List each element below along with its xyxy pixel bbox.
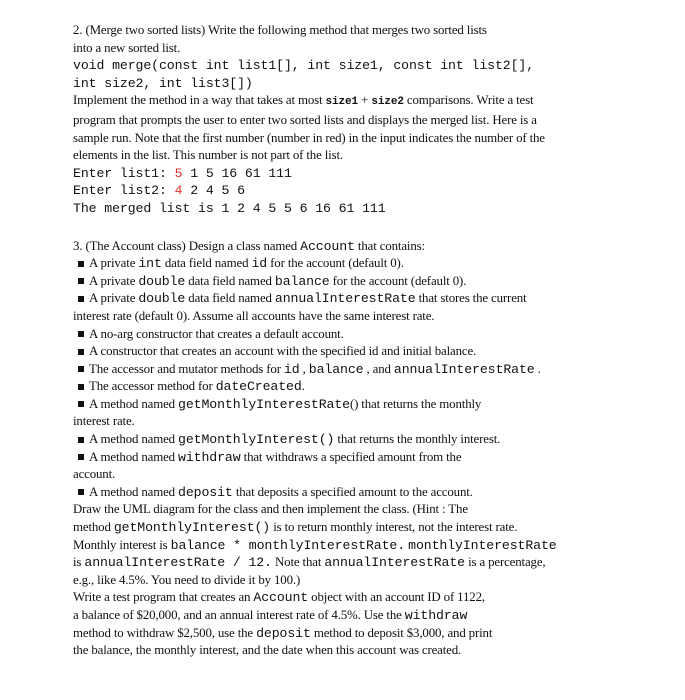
method-signature-line1: void merge(const int list1[], int size1, const int list2[], <box>73 58 535 74</box>
bullet-deposit: A method named deposit that deposits a specified amount to the account. <box>73 484 665 502</box>
bullet-marker <box>78 278 84 284</box>
bullet-id-field: A private int data field named id for the account (default 0). <box>73 255 665 273</box>
document-page <box>73 22 665 660</box>
bullet-withdraw-cont: account. <box>73 467 116 482</box>
problem2-heading: 2. (Merge two sorted lists) Write the following method that merges two sorted lists <box>73 23 487 37</box>
sample-run-line2: Enter list2: 4 2 4 5 6 <box>73 183 245 199</box>
sample-run-line1: Enter list1: 5 1 5 16 61 111 <box>73 165 292 181</box>
bullet-date-created: The accessor method for dateCreated. <box>73 378 665 396</box>
bullet-no-arg-constructor: A no-arg constructor that creates a default account. <box>73 326 665 344</box>
bullet-marker <box>78 331 84 337</box>
bullet-marker <box>78 366 84 372</box>
list2-count: 4 <box>174 183 183 199</box>
problem3-heading: 3. (The Account class) Design a class named Account that contains: <box>73 238 425 254</box>
bullet-marker <box>78 437 84 443</box>
bullet-monthly-interest-rate: A method named getMonthlyInterestRate() that returns the monthly <box>73 396 665 414</box>
bullet-accessors-mutators: The accessor and mutator methods for id , balance , and annualInterestRate . <box>73 361 665 379</box>
instruction-line9: the balance, the monthly interest, and the date when this account was created. <box>73 643 462 658</box>
bullet-marker <box>78 454 84 460</box>
bullet-marker <box>78 489 84 495</box>
bullet-marker <box>78 401 84 407</box>
problem2-paragraph-line2: program that prompts the user to enter two sorted lists and displays the merged list. Here is a <box>73 112 537 127</box>
bullet-constructor: A constructor that creates an account with the specified id and initial balance. <box>73 343 665 361</box>
bullet-marker <box>78 384 84 390</box>
list1-count: 5 <box>174 165 183 181</box>
problem2-heading-cont: into a new sorted list. <box>73 40 181 55</box>
bullet-interest-rate-cont: interest rate (default 0). Assume all accounts have the same interest rate. <box>73 308 435 323</box>
instruction-line5: e.g., like 4.5%. You need to divide it by 100.) <box>73 572 301 587</box>
instruction-line1: Draw the UML diagram for the class and then implement the class. (Hint : The <box>73 502 468 517</box>
bullet-monthly-interest-rate-cont: interest rate. <box>73 414 135 429</box>
instruction-line4: is annualInterestRate / 12. Note that annualInterestRate is a percentage, <box>73 555 546 571</box>
problem2-paragraph-line3: sample run. Note that the first number (number in red) in the input indicates the number of the <box>73 130 545 145</box>
instruction-line8: method to withdraw $2,500, use the deposit method to deposit $3,000, and print <box>73 625 493 641</box>
bullet-marker <box>78 261 84 267</box>
problem2-paragraph-line4: elements in the list. This number is not part of the list. <box>73 148 343 163</box>
problem2-paragraph-line1: Implement the method in a way that takes at most size1 + size2 comparisons. Write a test <box>73 93 534 109</box>
sample-run-line3: The merged list is 1 2 4 5 5 6 16 61 111 <box>73 200 386 216</box>
instruction-line3: Monthly interest is balance * monthlyInterestRate. monthlyInterestRate <box>73 537 557 553</box>
method-signature-line2: int size2, int list3[]) <box>73 75 253 91</box>
bullet-marker <box>78 296 84 302</box>
instruction-line7: a balance of $20,000, and an annual interest rate of 4.5%. Use the withdraw <box>73 608 468 623</box>
bullet-marker <box>78 349 84 355</box>
bullet-balance-field: A private double data field named balance for the account (default 0). <box>73 273 665 291</box>
bullet-monthly-interest: A method named getMonthlyInterest() that returns the monthly interest. <box>73 431 665 449</box>
bullet-interest-rate-field: A private double data field named annualInterestRate that stores the current <box>73 290 665 308</box>
instruction-line2: method getMonthlyInterest() is to return monthly interest, not the interest rate. <box>73 520 518 536</box>
instruction-line6: Write a test program that creates an Account object with an account ID of 1122, <box>73 590 485 606</box>
bullet-withdraw: A method named withdraw that withdraws a specified amount from the <box>73 449 665 467</box>
